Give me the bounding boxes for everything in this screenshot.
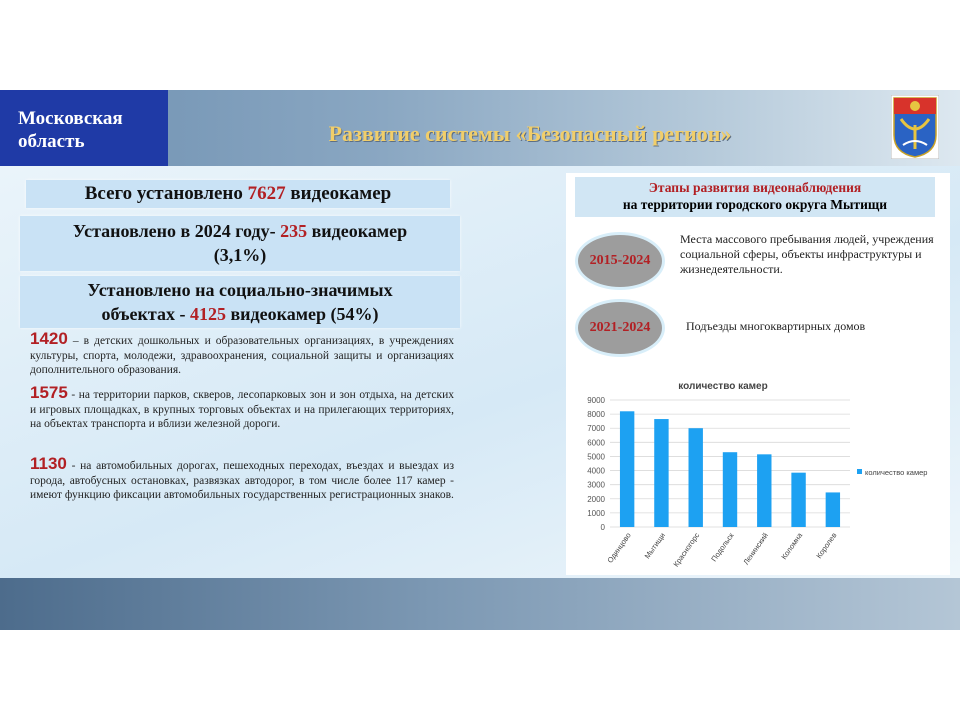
detail-number-3: 1130	[30, 454, 67, 473]
stat-2024-label: Установлено в 2024 году-	[72, 221, 281, 241]
stat-social-label: объектах -	[101, 304, 190, 324]
detail-item-2	[30, 383, 454, 432]
bar-2	[654, 419, 668, 527]
stat-social	[20, 276, 460, 328]
footer-bar	[0, 578, 960, 630]
x-tick-label: Ленинский	[741, 530, 770, 567]
y-tick-label: 7000	[587, 424, 605, 434]
x-tick-label: Подольск	[709, 530, 736, 564]
stat-social-suffix: видеокамер (54%)	[225, 304, 379, 324]
detail-number-1: 1420	[30, 329, 68, 348]
y-tick-label: 3000	[587, 480, 605, 490]
chart-title: количество камер	[678, 381, 768, 392]
stat-total-label: Всего установлено	[84, 183, 248, 204]
bar-6	[791, 473, 805, 527]
stat-2024-number: 235	[280, 221, 308, 241]
stage-text-1: Места массового пребывания людей, учреждения социальной сферы, объекты инфраструктуры и жизнедеятельности.	[680, 232, 934, 276]
y-tick-label: 2000	[587, 494, 605, 504]
stages-title-line-2: на территории городского округа Мытищи	[622, 197, 888, 212]
coat-of-arms-icon	[891, 95, 939, 159]
stage-period-2: 2021-2024	[575, 299, 665, 357]
x-tick-label: Одинцово	[605, 530, 633, 565]
page-title: Развитие системы «Безопасный регион»	[328, 121, 732, 146]
stat-social-line-1: Установлено на социально-значимых	[87, 280, 393, 300]
bar-5	[757, 454, 771, 527]
y-tick-label: 9000	[587, 396, 605, 405]
region-line-1: Московская	[18, 108, 123, 129]
stage-period-1: 2015-2024	[575, 232, 665, 290]
y-tick-label: 5000	[587, 452, 605, 462]
y-tick-label: 4000	[587, 466, 605, 476]
stat-2024	[20, 216, 460, 271]
x-tick-label: Мытищи	[642, 530, 668, 561]
bar-3	[689, 428, 703, 527]
bar-4	[723, 452, 737, 527]
x-tick-label: Красногорс	[671, 530, 702, 569]
stat-total	[26, 180, 450, 208]
bar-7	[826, 492, 840, 527]
stat-2024-suffix: видеокамер	[307, 221, 408, 241]
header-bar	[0, 90, 960, 166]
region-line-2: область	[18, 131, 85, 152]
y-tick-label: 1000	[587, 508, 605, 518]
x-tick-label: Королев	[814, 530, 839, 561]
x-tick-label: Коломна	[779, 530, 805, 562]
detail-number-2: 1575	[30, 383, 68, 402]
stages-title-line-1: Этапы развития видеонаблюдения	[648, 180, 862, 195]
stage-text-2: Подъезды многоквартирных домов	[686, 319, 866, 333]
legend-label: количество камер	[865, 468, 928, 477]
y-tick-label: 6000	[587, 438, 605, 448]
detail-text-2: - на территории парков, скверов, лесопарковых зон и зон отдыха, на детских и игровых площадках, в крупных торговых объектах и на прилегающих территориях, на объектах транспорта и вблизи железной дороги.	[30, 389, 454, 430]
stat-2024-percent: (3,1%)	[213, 245, 267, 265]
stat-social-number: 4125	[189, 304, 226, 324]
y-tick-label: 8000	[587, 410, 605, 420]
stat-total-number: 7627	[247, 183, 286, 204]
stages-title	[575, 177, 935, 217]
detail-item-1	[30, 329, 454, 378]
detail-text-1: – в детских дошкольных и образовательных организациях, в учреждениях культуры, спорта, молодежи, здравоохранения, социальной защиты и организациях дополнительного образования.	[30, 335, 454, 376]
detail-item-3	[30, 454, 454, 503]
detail-text-3: - на автомобильных дорогах, пешеходных переходах, въездах и выездах из города, автобусных остановках, развязках автодорог, в том числе более 117 камер - имеют функцию фиксации автомобильных государственных регистрационных знаков.	[30, 460, 454, 501]
slide	[0, 90, 960, 630]
legend-swatch	[857, 469, 862, 474]
cameras-bar-chart	[568, 375, 948, 575]
y-tick-label: 0	[600, 523, 605, 532]
region-box	[0, 90, 168, 166]
bar-1	[620, 411, 634, 527]
stat-total-suffix: видеокамер	[285, 183, 392, 204]
region-label	[18, 107, 123, 153]
